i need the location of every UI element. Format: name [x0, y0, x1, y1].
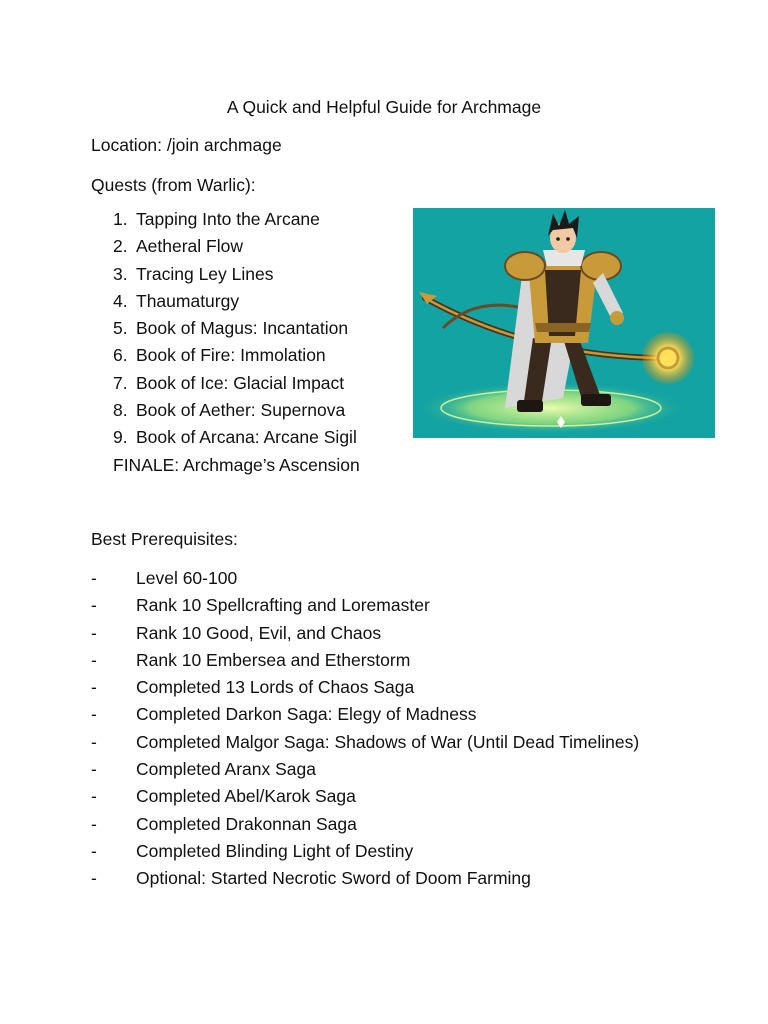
quest-number: 5.	[113, 318, 128, 339]
bullet-dash: -	[91, 731, 97, 752]
prerequisite-text: Rank 10 Spellcrafting and Loremaster	[136, 595, 430, 616]
prerequisite-text: Completed 13 Lords of Chaos Saga	[136, 677, 415, 698]
quest-text: Tapping Into the Arcane	[136, 209, 320, 229]
quest-text: Book of Arcana: Arcane Sigil	[136, 427, 357, 448]
quest-number: 4.	[113, 290, 128, 311]
prerequisite-text: Completed Malgor Saga: Shadows of War (Until Dead Timelines)	[136, 731, 640, 752]
eye-right	[566, 237, 570, 241]
boot-left	[517, 400, 543, 412]
quest-text: Aetheral Flow	[136, 236, 243, 257]
prerequisite-text: Optional: Started Necrotic Sword of Doom Farming	[136, 868, 531, 889]
quest-number: 7.	[113, 372, 128, 393]
bullet-dash: -	[91, 813, 97, 834]
prerequisite-text: Completed Abel/Karok Saga	[136, 786, 356, 807]
prerequisite-text: Completed Darkon Saga: Elegy of Madness	[136, 704, 477, 725]
bullet-dash: -	[91, 568, 97, 588]
document-title: A Quick and Helpful Guide for Archmage	[226, 97, 542, 117]
location-line: Location: /join archmage	[91, 135, 282, 155]
bullet-dash: -	[91, 622, 97, 643]
bullet-dash: -	[91, 595, 97, 616]
staff-orb	[658, 348, 678, 368]
hand-right	[610, 311, 624, 325]
quest-number: 8.	[113, 400, 128, 421]
pauldron-left	[505, 252, 545, 280]
prerequisite-text: Rank 10 Embersea and Etherstorm	[136, 649, 411, 670]
quest-number: 3.	[113, 263, 128, 284]
quest-number: 9.	[113, 427, 128, 448]
bullet-dash: -	[91, 649, 97, 670]
prerequisite-text: Completed Drakonnan Saga	[136, 813, 357, 834]
quest-text: Book of Magus: Incantation	[136, 318, 349, 339]
quest-number: 1.	[113, 209, 128, 229]
quest-text: Thaumaturgy	[136, 290, 240, 311]
bullet-dash: -	[91, 786, 97, 807]
quest-number: 6.	[113, 345, 128, 366]
bullet-dash: -	[91, 677, 97, 698]
finale-quest: FINALE: Archmage’s Ascension	[113, 455, 360, 475]
quests-heading: Quests (from Warlic):	[91, 175, 256, 195]
prerequisite-text: Completed Aranx Saga	[136, 759, 316, 780]
prerequisite-text: Level 60-100	[136, 568, 238, 588]
quest-text: Book of Fire: Immolation	[136, 345, 326, 366]
prerequisite-text: Completed Blinding Light of Destiny	[136, 840, 414, 861]
quest-number: 2.	[113, 236, 128, 257]
bullet-dash: -	[91, 759, 97, 780]
quest-text: Tracing Ley Lines	[136, 263, 274, 284]
prerequisites-heading: Best Prerequisites:	[91, 529, 238, 549]
belt	[535, 323, 591, 332]
boot-right	[581, 394, 611, 406]
prerequisite-text: Rank 10 Good, Evil, and Chaos	[136, 622, 382, 643]
bullet-dash: -	[91, 868, 97, 889]
bullet-dash: -	[91, 704, 97, 725]
quest-text: Book of Ice: Glacial Impact	[136, 372, 345, 393]
bullet-dash: -	[91, 840, 97, 861]
archmage-character-image	[413, 208, 715, 438]
quest-text: Book of Aether: Supernova	[136, 400, 346, 421]
eye-left	[556, 237, 560, 241]
